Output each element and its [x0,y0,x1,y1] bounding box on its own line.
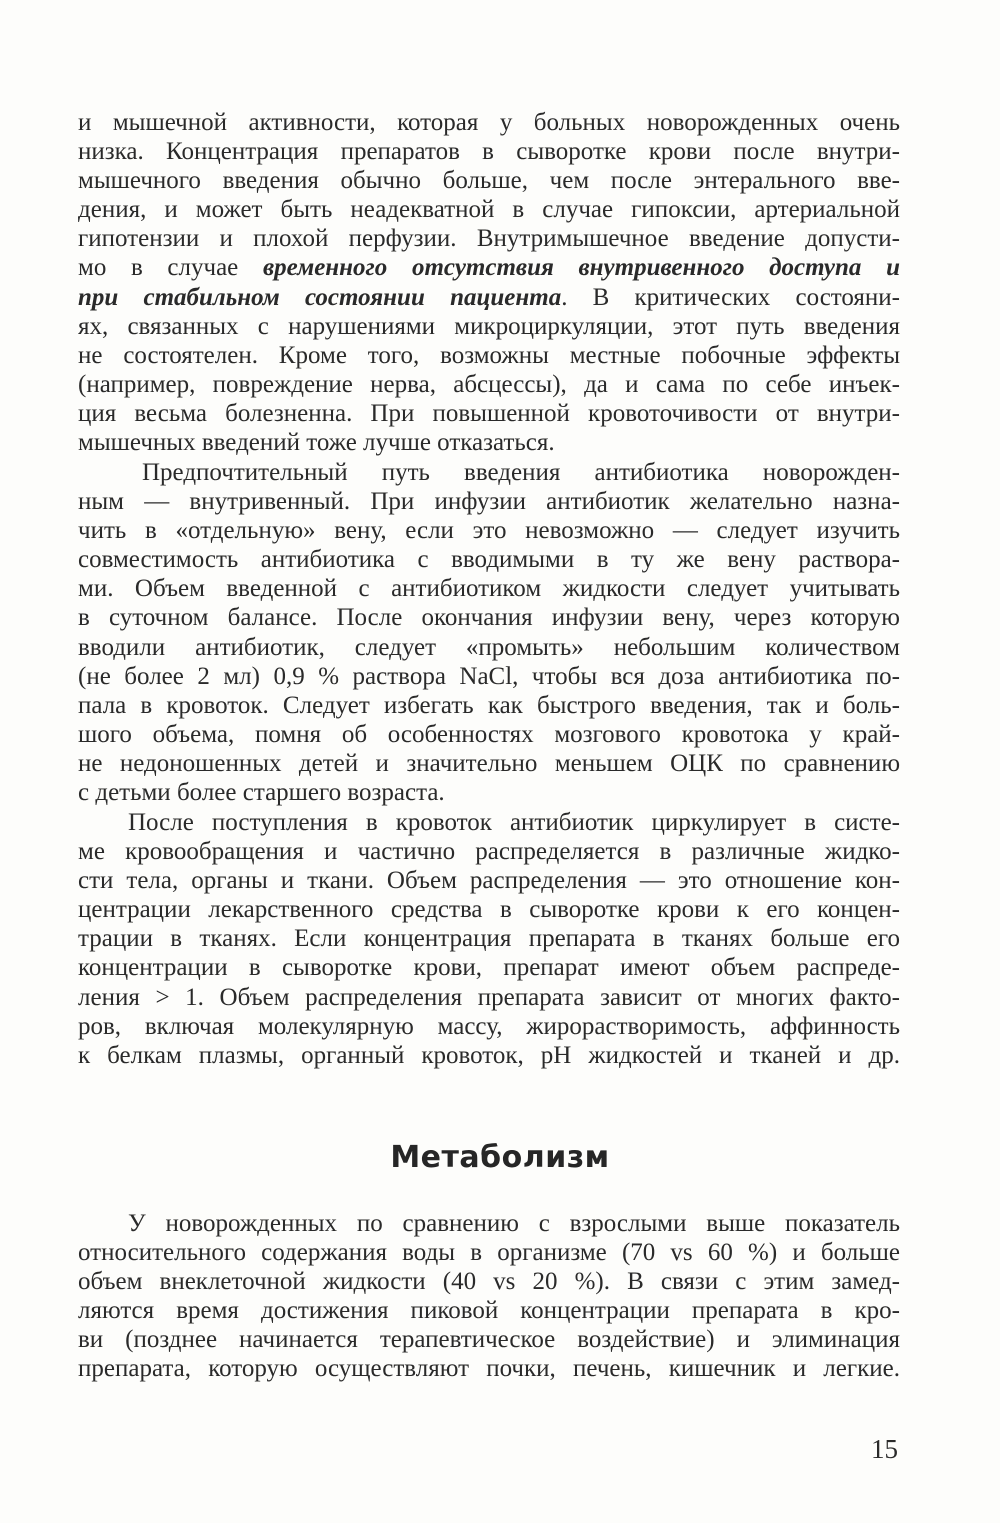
text-line: с детьми более старшего возраста. [78,779,445,807]
text-line: препарата, которую осуществляют почки, печень, кишечник и легкие. [78,1355,900,1383]
text-line: ров, включая молекулярную массу, жирорастворимость, аффинность [78,1012,900,1040]
text-line: относительного содержания воды в организме (70 vs 60 %) и больше [78,1239,900,1267]
emphasis-text: временного отсутствия внутривенного доступа и [262,254,900,282]
text-line: пала в кровоток. Следует избегать как быстрого введения, так и боль- [78,691,900,719]
text-line: концентрации в сыворотке крови, препарат имеют объем распреде- [78,954,900,982]
paragraph-intravenous [78,458,900,807]
text-line: (не более 2 мл) 0,9 % раствора NaCl, чтобы вся доза антибиотика по- [78,662,900,690]
text-line: ция весьма болезненна. При повышенной кровоточивости от внутри- [78,399,900,427]
text-line: Предпочтительный путь введения антибиотика новорожден- [142,459,900,486]
text-line: трации в тканях. Если концентрация препарата в тканях больше его [78,925,900,953]
text-line [78,253,900,282]
text-line: ме кровообращения и частично распределяется в различные жидко- [78,838,900,866]
text-line: сти тела, органы и ткани. Объем распределения — это отношение кон- [78,867,900,895]
text-line: дения, и может быть неадекватной в случае гипоксии, артериальной [78,196,900,224]
text-line: гипотензии и плохой перфузии. Внутримышечное введение допусти- [78,225,900,253]
text-line [78,283,900,312]
text-line: ным — внутривенный. При инфузии антибиотик желательно назна- [78,488,900,516]
text-line: ления > 1. Объем распределения препарата зависит от многих факто- [78,983,900,1011]
text-line: не недоношенных детей и значительно меньшем ОЦК по сравнению [78,749,900,777]
section-heading: Метаболизм [390,1140,610,1175]
text-line: мышечного введения обычно больше, чем после энтерального вве- [78,167,900,195]
text-line: ях, связанных с нарушениями микроциркуляции, этот путь введения [78,312,900,340]
text-line: центрации лекарственного средства в сыворотке крови к его концен- [78,896,900,924]
paragraph-distribution [78,808,900,1070]
text-line: объем внеклеточной жидкости (40 vs 20 %). В связи с этим замед- [78,1268,900,1296]
paragraph-metabolism [78,1209,900,1384]
emphasis-text: при стабильном состоянии пациента [78,283,562,311]
text-line: совместимость антибиотика с вводимыми в ту же вену раствора- [78,546,900,574]
text-line: вводили антибиотик, следует «промыть» небольшим количеством [78,633,900,661]
text-line: в суточном балансе. После окончания инфузии вену, через которую [78,604,900,632]
text-line: чить в «отдельную» вену, если это невозможно — следует изучить [78,517,900,545]
text-line: ви (позднее начинается терапевтическое воздействие) и элиминация [78,1326,900,1354]
text-line: ми. Объем введенной с антибиотиком жидкости следует учитывать [78,575,900,603]
text-line: к белкам плазмы, органный кровоток, pH жидкостей и тканей и др. [78,1041,900,1069]
text-line: (например, повреждение нерва, абсцессы), да и сама по себе инъек- [78,370,900,398]
text-line: низка. Концентрация препаратов в сыворотке крови после внутри- [78,138,900,166]
text-line: ляются время достижения пиковой концентрации препарата в кро- [78,1297,900,1325]
page-number: 15 [871,1434,898,1464]
text-line: После поступления в кровоток антибиотик циркулирует в систе- [128,809,900,836]
text-line: У новорожденных по сравнению с взрослыми выше показатель [128,1210,900,1237]
text-run: мо в случае [78,254,263,282]
text-line: шого объема, помня об особенностях мозгового кровотока у край- [78,720,900,748]
text-line: не состоятелен. Кроме того, возможны местные побочные эффекты [78,341,900,369]
text-run: . В критических состояни- [561,283,900,311]
paragraph-intramuscular [78,108,900,457]
text-line: и мышечной активности, которая у больных новорожденных очень [78,109,900,136]
text-line: мышечных введений тоже лучше отказаться. [78,429,555,457]
